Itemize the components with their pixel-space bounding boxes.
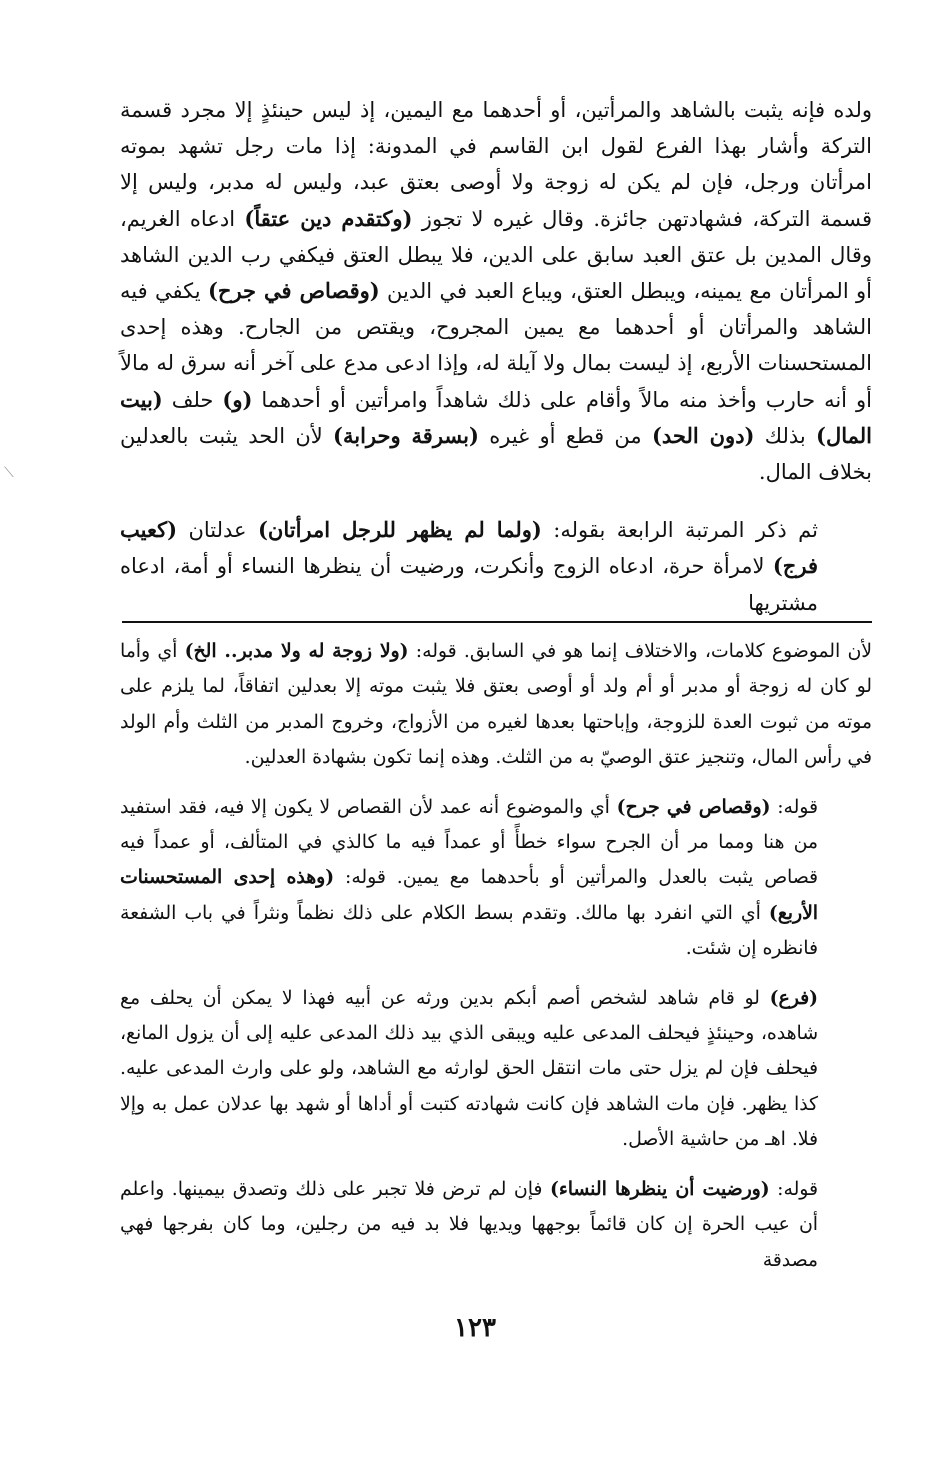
- text-run: لأن الحد يثبت بالعدلين بخلاف المال.: [120, 423, 872, 485]
- quoted-text: (وكتقدم دين عتقاً): [244, 205, 413, 231]
- main-text: [120, 92, 872, 621]
- note-paragraph-1: [120, 634, 872, 776]
- main-paragraph-1: [120, 92, 872, 490]
- text-run: فإن لم ترض فلا تجبر على ذلك وتصدق بيمينها. واعلم أن عيب الحرة إن كان قائماً بوجهها ويديها فلا بد فيه من رجلين، وما كان بفرجها فهي مصدقة: [120, 1178, 818, 1271]
- quoted-text: (ورضيت أن ينظرها النساء): [549, 1177, 770, 1200]
- commentary-notes: [120, 634, 872, 1278]
- quoted-text: (دون الحد): [651, 422, 755, 448]
- quoted-text: (كعيب فرج): [120, 517, 818, 579]
- text-run: ثم ذكر المرتبة الرابعة بقوله:: [541, 518, 818, 543]
- text-run: بذلك: [754, 423, 817, 448]
- quoted-text: (بسرقة وحرابة): [333, 422, 479, 448]
- quoted-text: (وقصاص في جرح): [207, 278, 380, 304]
- text-run: أي التي انفرد بها مالك. وتقدم بسط الكلام على ذلك نظماً ونثراً في باب الشفعة فانظره إن شئت.: [120, 902, 818, 960]
- margin-mark: ⟍: [4, 465, 14, 481]
- quoted-text: (بيت المال): [120, 386, 873, 448]
- quoted-text: (وقصاص في جرح): [616, 795, 771, 818]
- text-run: أي وأما لو كان له زوجة أو مدبر أو أم ولد أو أوصى بعتق فلا يثبت موته إلا بعدلين اتفاقاً، لما يلزم على موته من ثبوت العدة للزوجة، وإباحتها بعدها لغيره من الأزواج، وخروج المدبر من الثلث وأم الولد في رأس المال، وتنجيز عتق الوصيّ به من الثلث. وهذه إنما تكون بشهادة العدلين.: [120, 641, 872, 769]
- text-run: من قطع أو غيره: [478, 423, 652, 448]
- text-run: لامرأة حرة، ادعاه الزوج وأنكرت، ورضيت أن ينظرها النساء أو أمة، ادعاه مشتريها: [120, 554, 818, 615]
- quoted-text: (فرع): [769, 986, 818, 1009]
- text-run: ادعاه الغريم، وقال المدين بل عتق العبد سابق على الدين، فلا يبطل العتق فيكفي رب الدين الشاهد أو المرأتان مع يمينه، ويبطل العتق، ويباع العبد في الدين: [120, 206, 872, 304]
- text-run: ولده فإنه يثبت بالشاهد والمرأتين، أو أحدهما مع اليمين، إذ ليس حينئذٍ إلا مجرد قسمة التركة وأشار بهذا الفرع لقول ابن القاسم في المدونة: إذا مات رجل تشهد بموته امرأتان ورجل، فإن لم يكن له زوجة ولا أوصى بعتق عبد، وليس له مدبر، وليس إلا قسمة التركة، فشهادتهن جائزة. وقال غيره لا تجوز: [120, 98, 872, 231]
- quoted-text: (و): [222, 386, 253, 412]
- text-run: يكفي فيه الشاهد والمرأتان أو أحدهما مع يمين المجروح، ويقتص من الجارح. وهذه إحدى المستحسنات الأربع، إذ ليست بمال ولا آيلة له، وإذا ادعى مدع على آخر أنه سرق له مالاً أو أنه حارب وأخذ منه مالاً وأقام على ذلك شاهداً وامرأتين أو أحدهما: [120, 279, 872, 412]
- page-number: ١٢٣: [454, 1313, 496, 1343]
- quoted-text: (وهذه إحدى المستحسنات الأربع): [120, 866, 818, 924]
- text-run: لو قام شاهد لشخص أصم أبكم بدين ورثه عن أبيه فهذا لا يمكن أن يحلف مع شاهده، وحينئذٍ فيحلف المدعى عليه ويبقى الذي بيد ذلك المدعى عليه إلى أن يزول المانع، فيحلف فإن لم يزل حتى مات انتقل الحق لوارثه مع الشاهد، ولو على وارث المدعى عليه. كذا يظهر. فإن مات الشاهد فإن كانت شهادته كتبت أو أداها أو شهد بها عدلان عمل به وإلا فلا. اهـ من حاشية الأصل.: [120, 987, 818, 1151]
- text-run: حلف: [162, 387, 223, 412]
- quoted-text: (ولا زوجة له ولا مدبر.. الخ): [184, 640, 409, 662]
- note-paragraph-2: [120, 790, 872, 967]
- text-run: قوله:: [770, 796, 818, 818]
- quoted-text: (ولما لم يظهر للرجل امرأتان): [257, 517, 542, 543]
- note-paragraph-4: [120, 1172, 872, 1278]
- note-paragraph-3: [120, 981, 872, 1158]
- footnote-separator: [122, 621, 872, 623]
- main-paragraph-2: [120, 512, 872, 621]
- text-run: لأن الموضوع كلامات، والاختلاف إنما هو في السابق. قوله:: [408, 641, 872, 662]
- text-run: قوله:: [769, 1178, 818, 1200]
- text-run: أي والموضوع أنه عمد لأن القصاص لا يكون إلا فيه، فقد استفيد من هنا ومما مر أن الجرح سواء خطأً أو عمداً فيه ما كالذي في المتألف، أو عمداً فيه قصاص يثبت بالعدل والمرأتين أو بأحدهما مع يمين. قوله:: [120, 796, 818, 889]
- text-run: عدلتان: [177, 518, 258, 543]
